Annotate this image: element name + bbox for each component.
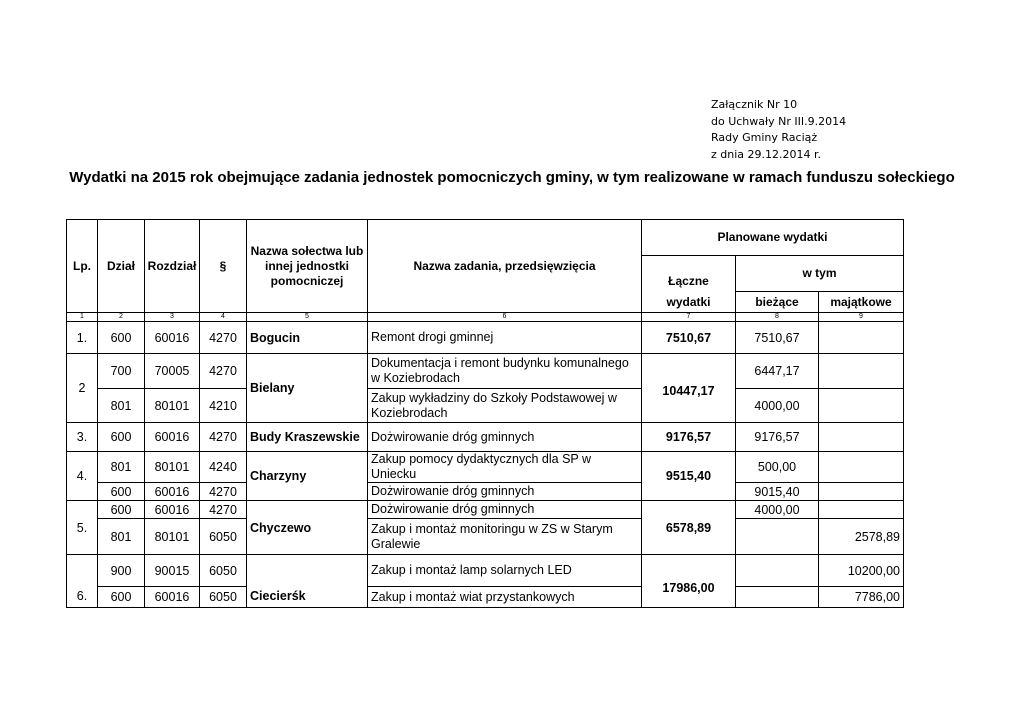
column-number: 7	[642, 313, 736, 322]
header-majatkowe: majątkowe	[819, 292, 904, 313]
paragraf-cell: 4240	[200, 452, 247, 483]
biezace-cell: 500,00	[736, 452, 819, 483]
header-laczne-line1: Łączne	[668, 274, 709, 288]
lp-cell: 3.	[67, 423, 98, 452]
zadanie-cell: Dożwirowanie dróg gminnych	[368, 423, 642, 452]
paragraf-cell: 4270	[200, 501, 247, 519]
table-row	[67, 587, 904, 608]
lp-cell: 5.	[67, 501, 98, 555]
rozdzial-cell: 60016	[145, 322, 200, 354]
paragraf-cell: 6050	[200, 587, 247, 608]
biezace-cell: 9015,40	[736, 483, 819, 501]
laczne-cell: 17986,00	[642, 555, 736, 608]
biezace-cell	[736, 519, 819, 555]
header-nazwa-zadania: Nazwa zadania, przedsięwzięcia	[368, 220, 642, 313]
rozdzial-cell: 90015	[145, 555, 200, 587]
majatkowe-cell	[819, 483, 904, 501]
table-row	[67, 501, 904, 519]
biezace-cell	[736, 587, 819, 608]
dzial-cell: 700	[98, 354, 145, 389]
laczne-cell: 9176,57	[642, 423, 736, 452]
table-row	[67, 483, 904, 501]
header-nazwa-solectwa: Nazwa sołectwa lub innej jednostki pomocniczej	[247, 220, 368, 313]
zadanie-cell: Remont drogi gminnej	[368, 322, 642, 354]
biezace-cell: 4000,00	[736, 389, 819, 423]
lp-cell: 4.	[67, 452, 98, 501]
lp-cell: 6.	[67, 555, 98, 608]
header-dzial: Dział	[98, 220, 145, 313]
zadanie-cell: Zakup wykładziny do Szkoły Podstawowej w Koziebrodach	[368, 389, 642, 423]
biezace-cell: 6447,17	[736, 354, 819, 389]
table-row	[67, 423, 904, 452]
paragraf-cell: 4270	[200, 483, 247, 501]
column-number: 6	[368, 313, 642, 322]
paragraf-cell: 4270	[200, 423, 247, 452]
document-title: Wydatki na 2015 rok obejmujące zadania jednostek pomocniczych gminy, w tym realizowane w ramach funduszu sołeckiego	[69, 169, 955, 186]
column-number: 8	[736, 313, 819, 322]
solectwo-cell: Chyczewo	[247, 501, 368, 555]
header-biezace: bieżące	[736, 292, 819, 313]
solectwo-cell: Budy Kraszewskie	[247, 423, 368, 452]
annex-line: do Uchwały Nr III.9.2014	[711, 114, 847, 128]
header-lp: Lp.	[67, 220, 98, 313]
zadanie-cell: Zakup i montaż lamp solarnych LED	[368, 555, 642, 587]
lp-cell: 2	[67, 354, 98, 423]
biezace-cell	[736, 555, 819, 587]
rozdzial-cell: 70005	[145, 354, 200, 389]
majatkowe-cell	[819, 423, 904, 452]
rozdzial-cell: 80101	[145, 389, 200, 423]
zadanie-cell: Dożwirowanie dróg gminnych	[368, 501, 642, 519]
paragraf-cell: 4270	[200, 322, 247, 354]
dzial-cell: 600	[98, 483, 145, 501]
zadanie-cell: Zakup i montaż wiat przystankowych	[368, 587, 642, 608]
zadanie-cell: Dożwirowanie dróg gminnych	[368, 483, 642, 501]
annex-line: z dnia 29.12.2014 r.	[711, 147, 822, 161]
lp-cell: 1.	[67, 322, 98, 354]
laczne-cell: 10447,17	[642, 354, 736, 423]
column-number: 9	[819, 313, 904, 322]
solectwo-cell: Bogucin	[247, 322, 368, 354]
column-number: 5	[247, 313, 368, 322]
column-number: 1	[67, 313, 98, 322]
majatkowe-cell	[819, 389, 904, 423]
annex-line: Rady Gminy Raciąż	[711, 131, 818, 144]
table-row	[67, 322, 904, 354]
rozdzial-cell: 80101	[145, 452, 200, 483]
solectwo-cell: Ciecierśk	[247, 555, 368, 608]
dzial-cell: 600	[98, 587, 145, 608]
header-rozdzial: Rozdział	[145, 220, 200, 313]
dzial-cell: 600	[98, 423, 145, 452]
table-row	[67, 452, 904, 483]
majatkowe-cell	[819, 322, 904, 354]
dzial-cell: 801	[98, 519, 145, 555]
dzial-cell: 600	[98, 501, 145, 519]
rozdzial-cell: 60016	[145, 423, 200, 452]
zadanie-cell: Zakup i montaż monitoringu w ZS w Starym Gralewie	[368, 519, 642, 555]
header-laczne-line2: wydatki	[666, 295, 711, 309]
header-planowane-wydatki: Planowane wydatki	[642, 220, 904, 256]
paragraf-cell: 6050	[200, 555, 247, 587]
biezace-cell: 9176,57	[736, 423, 819, 452]
table-row	[67, 555, 904, 587]
solectwo-cell: Bielany	[247, 354, 368, 423]
rozdzial-cell: 60016	[145, 483, 200, 501]
zadanie-cell: Zakup pomocy dydaktycznych dla SP w Uniecku	[368, 452, 642, 483]
majatkowe-cell	[819, 501, 904, 519]
paragraf-cell: 6050	[200, 519, 247, 555]
dzial-cell: 600	[98, 322, 145, 354]
solectwo-cell: Charzyny	[247, 452, 368, 501]
column-number: 4	[200, 313, 247, 322]
table-row	[67, 389, 904, 423]
laczne-cell: 6578,89	[642, 501, 736, 555]
majatkowe-cell: 10200,00	[819, 555, 904, 587]
rozdzial-cell: 60016	[145, 587, 200, 608]
paragraf-cell: 4270	[200, 354, 247, 389]
biezace-cell: 4000,00	[736, 501, 819, 519]
dzial-cell: 900	[98, 555, 145, 587]
table-row	[67, 519, 904, 555]
dzial-cell: 801	[98, 452, 145, 483]
column-number: 2	[98, 313, 145, 322]
header-paragraf: §	[200, 220, 247, 313]
laczne-cell: 9515,40	[642, 452, 736, 501]
dzial-cell: 801	[98, 389, 145, 423]
majatkowe-cell	[819, 354, 904, 389]
laczne-cell: 7510,67	[642, 322, 736, 354]
zadanie-cell: Dokumentacja i remont budynku komunalnego w Koziebrodach	[368, 354, 642, 389]
majatkowe-cell: 7786,00	[819, 587, 904, 608]
header-laczne-wydatki	[642, 256, 736, 313]
majatkowe-cell	[819, 452, 904, 483]
annex-note	[711, 97, 846, 163]
column-number: 3	[145, 313, 200, 322]
annex-line: Załącznik Nr 10	[711, 98, 798, 111]
majatkowe-cell: 2578,89	[819, 519, 904, 555]
expenses-table	[66, 219, 904, 608]
header-w-tym: w tym	[736, 256, 904, 292]
table-row	[67, 354, 904, 389]
biezace-cell: 7510,67	[736, 322, 819, 354]
paragraf-cell: 4210	[200, 389, 247, 423]
rozdzial-cell: 80101	[145, 519, 200, 555]
rozdzial-cell: 60016	[145, 501, 200, 519]
